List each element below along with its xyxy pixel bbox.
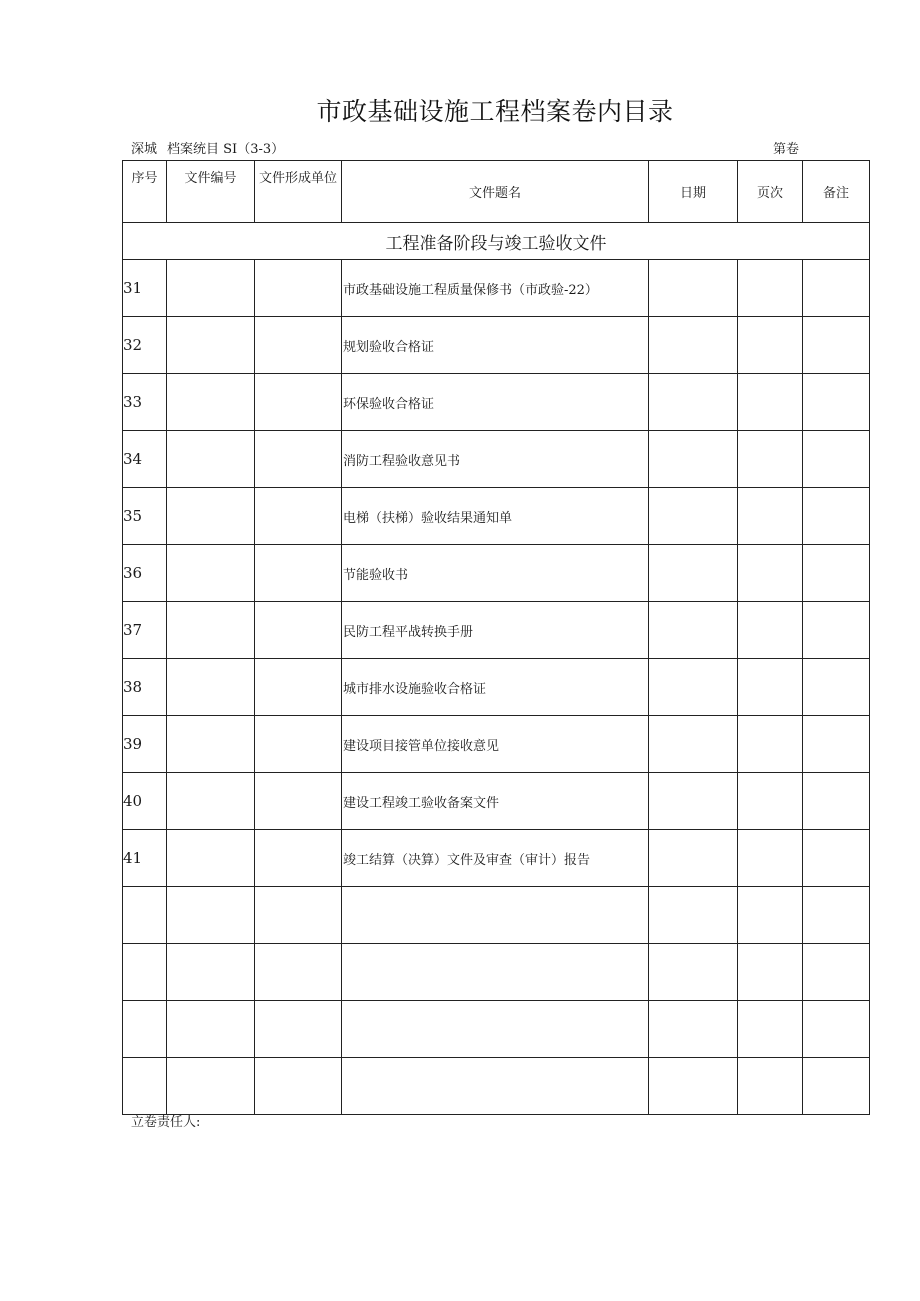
cell-seq: 32: [123, 317, 167, 374]
cell-unit: [255, 1001, 342, 1058]
cell-seq: 40: [123, 773, 167, 830]
cell-seq: 36: [123, 545, 167, 602]
cell-doc-no: [167, 260, 255, 317]
cell-remark: [803, 887, 870, 944]
cell-unit: [255, 431, 342, 488]
table-row: [123, 716, 870, 773]
cell-remark: [803, 659, 870, 716]
cell-name: 消防工程验收意见书: [342, 431, 649, 488]
cell-doc-no: [167, 944, 255, 1001]
header-doc-no: 文件编号: [167, 161, 255, 223]
cell-doc-no: [167, 602, 255, 659]
cell-name: 环保验收合格证: [342, 374, 649, 431]
cell-date: [649, 830, 738, 887]
cell-date: [649, 1058, 738, 1115]
cell-doc-no: [167, 317, 255, 374]
cell-unit: [255, 659, 342, 716]
table-header-row: [123, 161, 870, 223]
cell-seq: 34: [123, 431, 167, 488]
cell-doc-no: [167, 545, 255, 602]
catalog-table: [122, 160, 870, 1115]
cell-pages: [738, 488, 803, 545]
header-unit: 文件形成单位: [255, 161, 342, 223]
page-title: 市政基础设施工程档案卷内目录: [316, 97, 674, 126]
table-row: [123, 488, 870, 545]
cell-unit: [255, 545, 342, 602]
cell-name: 市政基础设施工程质量保修书（市政验-22）: [342, 260, 649, 317]
cell-seq: 33: [123, 374, 167, 431]
cell-remark: [803, 260, 870, 317]
cell-seq: 31: [123, 260, 167, 317]
cell-name: 建设项目接管单位接收意见: [342, 716, 649, 773]
table-row: [123, 317, 870, 374]
cell-doc-no: [167, 1058, 255, 1115]
cell-name: 电梯（扶梯）验收结果通知单: [342, 488, 649, 545]
cell-date: [649, 431, 738, 488]
cell-seq: [123, 1058, 167, 1115]
cell-seq: [123, 1001, 167, 1058]
cell-doc-no: [167, 830, 255, 887]
cell-seq: 41: [123, 830, 167, 887]
cell-pages: [738, 1001, 803, 1058]
cell-seq: 35: [123, 488, 167, 545]
cell-remark: [803, 773, 870, 830]
table-row: [123, 659, 870, 716]
cell-doc-no: [167, 887, 255, 944]
cell-date: [649, 260, 738, 317]
cell-remark: [803, 830, 870, 887]
cell-doc-no: [167, 716, 255, 773]
volume-label: 第卷: [773, 142, 800, 157]
cell-seq: 37: [123, 602, 167, 659]
cell-date: [649, 887, 738, 944]
cell-unit: [255, 830, 342, 887]
header-date: 日期: [649, 161, 738, 223]
table-row: [123, 602, 870, 659]
cell-pages: [738, 716, 803, 773]
cell-pages: [738, 260, 803, 317]
archive-code: 档案统目 SI（3-3）: [167, 142, 285, 157]
cell-seq: 39: [123, 716, 167, 773]
cell-pages: [738, 431, 803, 488]
table-row: [123, 260, 870, 317]
cell-unit: [255, 1058, 342, 1115]
table-row: [123, 545, 870, 602]
cell-date: [649, 488, 738, 545]
cell-date: [649, 659, 738, 716]
cell-seq: 38: [123, 659, 167, 716]
cell-doc-no: [167, 773, 255, 830]
cell-name: [342, 1001, 649, 1058]
cell-doc-no: [167, 1001, 255, 1058]
table-row: [123, 1058, 870, 1115]
cell-pages: [738, 773, 803, 830]
cell-pages: [738, 887, 803, 944]
cell-unit: [255, 374, 342, 431]
header-name: 文件题名: [342, 161, 649, 223]
cell-name: 建设工程竣工验收备案文件: [342, 773, 649, 830]
cell-doc-no: [167, 431, 255, 488]
cell-pages: [738, 545, 803, 602]
cell-name: 城市排水设施验收合格证: [342, 659, 649, 716]
cell-remark: [803, 317, 870, 374]
cell-date: [649, 545, 738, 602]
cell-remark: [803, 488, 870, 545]
table-row: [123, 431, 870, 488]
cell-date: [649, 317, 738, 374]
cell-doc-no: [167, 659, 255, 716]
cell-name: [342, 887, 649, 944]
table-row: [123, 1001, 870, 1058]
cell-name: 民防工程平战转换手册: [342, 602, 649, 659]
section-row: [123, 223, 870, 260]
header-pages: 页次: [738, 161, 803, 223]
table-row: [123, 773, 870, 830]
cell-unit: [255, 716, 342, 773]
cell-name: 节能验收书: [342, 545, 649, 602]
cell-pages: [738, 659, 803, 716]
responsible-person-label: 立卷责任人:: [131, 1115, 201, 1130]
table-row: [123, 944, 870, 1001]
cell-remark: [803, 1001, 870, 1058]
cell-unit: [255, 488, 342, 545]
cell-remark: [803, 1058, 870, 1115]
header-meta-left: [131, 138, 284, 157]
cell-pages: [738, 317, 803, 374]
cell-date: [649, 374, 738, 431]
table-row: [123, 374, 870, 431]
cell-date: [649, 716, 738, 773]
cell-date: [649, 602, 738, 659]
cell-unit: [255, 317, 342, 374]
cell-name: 竣工结算（决算）文件及审查（审计）报告: [342, 830, 649, 887]
cell-seq: [123, 944, 167, 1001]
cell-seq: [123, 887, 167, 944]
cell-pages: [738, 830, 803, 887]
cell-unit: [255, 260, 342, 317]
cell-date: [649, 773, 738, 830]
section-title: 工程准备阶段与竣工验收文件: [123, 223, 870, 260]
cell-pages: [738, 602, 803, 659]
cell-remark: [803, 374, 870, 431]
cell-unit: [255, 887, 342, 944]
header-remark: 备注: [803, 161, 870, 223]
cell-remark: [803, 944, 870, 1001]
table-row: [123, 887, 870, 944]
cell-date: [649, 1001, 738, 1058]
cell-doc-no: [167, 488, 255, 545]
cell-unit: [255, 602, 342, 659]
table-row: [123, 830, 870, 887]
cell-pages: [738, 374, 803, 431]
header-seq: 序号: [123, 161, 167, 223]
cell-unit: [255, 773, 342, 830]
cell-pages: [738, 1058, 803, 1115]
cell-remark: [803, 602, 870, 659]
cell-doc-no: [167, 374, 255, 431]
city-label: 深城: [131, 142, 158, 157]
cell-unit: [255, 944, 342, 1001]
cell-remark: [803, 545, 870, 602]
cell-remark: [803, 431, 870, 488]
cell-date: [649, 944, 738, 1001]
cell-name: [342, 944, 649, 1001]
cell-remark: [803, 716, 870, 773]
cell-name: 规划验收合格证: [342, 317, 649, 374]
cell-name: [342, 1058, 649, 1115]
cell-pages: [738, 944, 803, 1001]
